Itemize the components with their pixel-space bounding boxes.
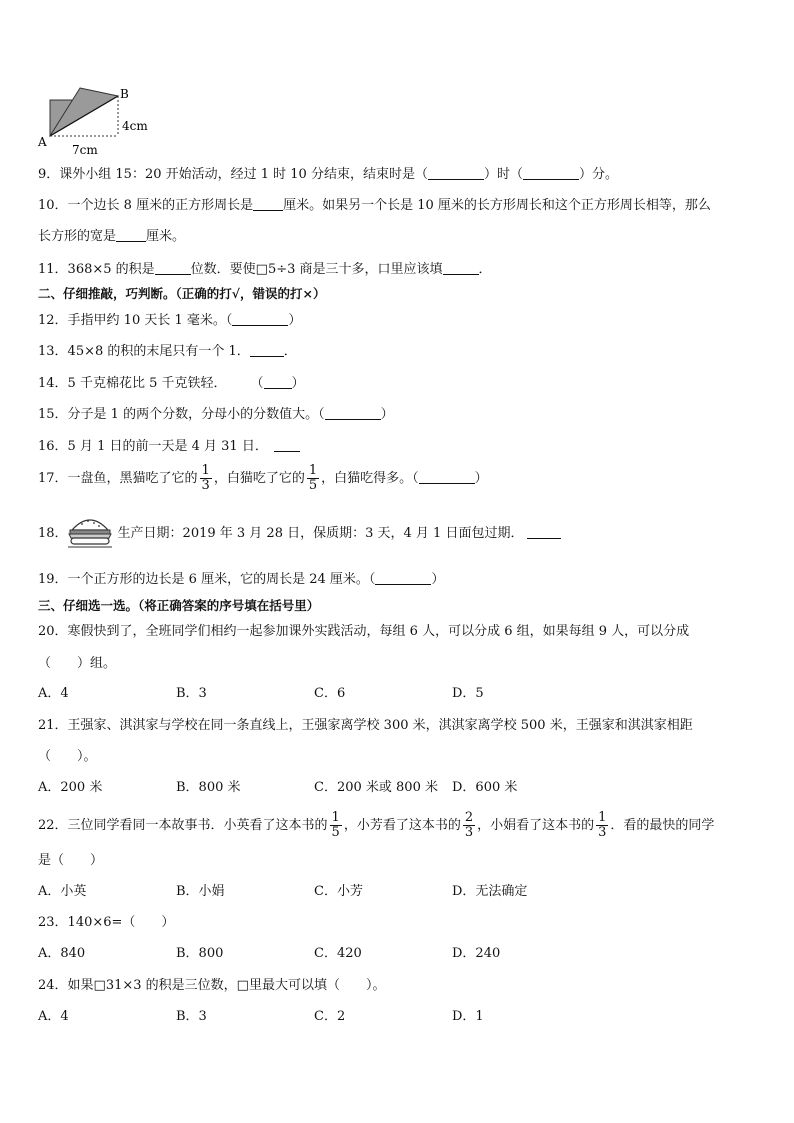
answer-blank[interactable]	[250, 344, 284, 357]
answer-blank[interactable]	[232, 313, 288, 326]
question-13: 13．45×8 的积的末尾只有一个 1． ．	[38, 344, 297, 359]
question-21-line1: 21．王强家、淇淇家与学校在同一条直线上，王强家离学校 300 米，淇淇家离学校 500 米，王强家和淇淇家相距	[38, 718, 693, 733]
answer-blank[interactable]	[375, 572, 431, 585]
q23-option-a[interactable]: A．840	[38, 946, 86, 961]
answer-blank[interactable]	[253, 198, 283, 211]
section-3-title: 三、仔细选一选。（将正确答案的序号填在括号里）	[38, 598, 320, 613]
question-21-line2: （ ）。	[38, 749, 97, 764]
q20-option-b[interactable]: B．3	[176, 686, 207, 701]
question-17: 17．一盘鱼，黑猫吃了它的 $\frac{1}{3}$ ，白猫吃了它的 $\frac{1}{5}$ ，白猫吃得多。（ ）	[38, 463, 488, 493]
q20-option-c[interactable]: C．6	[314, 686, 346, 701]
q21-option-c[interactable]: C．200 米或 800 米	[314, 780, 438, 795]
label-height: 4cm	[122, 119, 148, 133]
question-9: 9．课外小组 15：20 开始活动，经过 1 时 10 分结束，结束时是（ ）时（ ）分。	[38, 167, 618, 182]
question-16: 16．5 月 1 日的前一天是 4 月 31 日．	[38, 439, 300, 455]
label-a: A	[38, 135, 47, 149]
fraction-one-third: $\frac{1}{3}$	[598, 810, 607, 840]
q21-option-b[interactable]: B．800 米	[176, 780, 241, 795]
answer-blank[interactable]	[264, 376, 292, 389]
q24-option-a[interactable]: A．4	[38, 1009, 69, 1024]
question-18: 18． 生产日期：2019 年 3 月 28 日，保质期：3 天，4 月 1 日面包过期．	[38, 526, 561, 542]
q22-option-c[interactable]: C．小芳	[314, 884, 363, 899]
question-14: 14．5 千克棉花比 5 千克铁轻． （ ）	[38, 376, 305, 391]
answer-blank[interactable]	[527, 526, 561, 539]
question-20-line2: （ ）组。	[38, 656, 117, 671]
answer-blank[interactable]	[428, 167, 484, 180]
question-23: 23．140×6=（ ）	[38, 915, 175, 930]
q24-option-d[interactable]: D．1	[452, 1009, 484, 1024]
question-24: 24．如果□31×3 的积是三位数，□里最大可以填（ ）。	[38, 978, 386, 993]
question-10-line1: 10．一个边长 8 厘米的正方形周长是 厘米。如果另一个长是 10 厘米的长方形周长和这个正方形周长相等，那么	[38, 198, 711, 213]
q22-option-b[interactable]: B．小娟	[176, 884, 225, 899]
q21-option-d[interactable]: D．600 米	[452, 780, 518, 795]
question-22-line1: 22．三位同学看同一本故事书．小英看了这本书的 $\frac{1}{5}$ ，小芳看了这本书的 $\frac{2}{3}$ ，小娟看了这本书的 $\frac{1}{3}$ ．看的最快的同学	[38, 810, 715, 840]
fraction-one-fifth: $\frac{1}{5}$	[331, 810, 340, 840]
question-11: 11．368×5 的积是 位数．要使□5÷3 商是三十多，口里应该填 ．	[38, 262, 492, 277]
question-19: 19．一个正方形的边长是 6 厘米，它的周长是 24 厘米。（ ）	[38, 572, 445, 587]
answer-blank[interactable]	[325, 407, 381, 420]
fraction-two-thirds: $\frac{2}{3}$	[464, 810, 474, 840]
answer-blank[interactable]	[443, 262, 479, 275]
section-2-title: 二、仔细推敲，巧判断。（正确的打√，错误的打×）	[38, 286, 326, 301]
question-20-line1: 20．寒假快到了，全班同学们相约一起参加课外实践活动，每组 6 人，可以分成 6 组，如果每组 9 人，可以分成	[38, 624, 690, 639]
q24-option-b[interactable]: B．3	[176, 1009, 207, 1024]
q20-option-d[interactable]: D．5	[452, 686, 484, 701]
q22-option-a[interactable]: A．小英	[38, 884, 87, 899]
triangle-figure	[36, 82, 156, 158]
question-12: 12．手指甲约 10 天长 1 毫米。（ ）	[38, 313, 302, 328]
question-22-line2: 是（ ）	[38, 853, 104, 868]
label-width: 7cm	[72, 143, 98, 157]
q21-option-a[interactable]: A．200 米	[38, 780, 103, 795]
bread-icon	[66, 514, 114, 550]
q23-option-b[interactable]: B．800	[176, 946, 224, 961]
fraction-one-fifth: $\frac{1}{5}$	[308, 463, 318, 493]
q23-option-c[interactable]: C．420	[314, 946, 362, 961]
q22-option-d[interactable]: D．无法确定	[452, 884, 528, 899]
fraction-one-third: $\frac{1}{3}$	[201, 463, 210, 493]
answer-blank[interactable]	[274, 439, 300, 452]
q24-option-c[interactable]: C．2	[314, 1009, 346, 1024]
answer-blank[interactable]	[155, 262, 191, 275]
question-15: 15．分子是 1 的两个分数，分母小的分数值大。（ ）	[38, 407, 394, 422]
label-b: B	[120, 87, 129, 101]
q20-option-a[interactable]: A．4	[38, 686, 69, 701]
q23-option-d[interactable]: D．240	[452, 946, 501, 961]
answer-blank[interactable]	[419, 471, 475, 484]
answer-blank[interactable]	[523, 167, 579, 180]
question-10-line2: 长方形的宽是 厘米。	[38, 229, 186, 244]
answer-blank[interactable]	[116, 229, 146, 242]
